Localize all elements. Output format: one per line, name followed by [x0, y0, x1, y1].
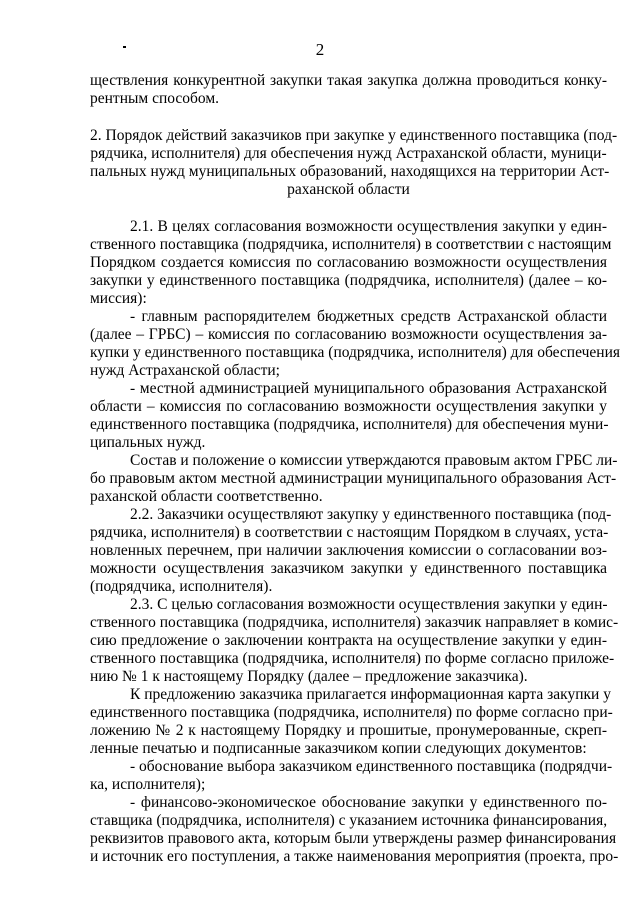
- text-line: - обоснование выбора заказчиком единственного поставщика (подрядчи-: [130, 758, 613, 775]
- text-line: (далее – ГРБС) – комиссия по согласованию возможности осуществления за-: [90, 326, 607, 343]
- text-line: можности осуществления заказчиком закупки у единственного поставщика: [90, 560, 607, 577]
- text-line: купки у единственного поставщика (подрядчика, исполнителя) для обеспечения: [90, 344, 620, 361]
- text-line: области – комиссия по согласованию возможности осуществления закупки у: [90, 398, 607, 415]
- text-line: ложению № 2 к настоящему Порядку и прошитые, пронумерованные, скреп-: [90, 722, 607, 739]
- text-line: рядчика, исполнителя) в соответствии с настоящим Порядком в случаях, уста-: [90, 524, 609, 541]
- text-line: К предложению заказчика прилагается информационная карта закупки у: [130, 686, 611, 703]
- text-line: - финансово-экономическое обоснование закупки у единственного по-: [130, 794, 607, 811]
- text-line: - местной администрацией муниципального образования Астраханской: [130, 380, 607, 397]
- text-line: бо правовым актом местной администрации муниципального образования Аст-: [90, 470, 617, 487]
- text-line: ственного поставщика (подрядчика, исполнителя) в соответствии с настоящим: [90, 236, 612, 253]
- text-line: ципальных нужд.: [90, 434, 206, 451]
- page-number: 2: [315, 40, 325, 59]
- text-line: рядчика, исполнителя) для обеспечения нужд Астраханской области, муници-: [90, 145, 607, 162]
- text-line: ственного поставщика (подрядчика, исполнителя) заказчик направляет в комис-: [90, 614, 619, 631]
- text-line: 2.1. В целях согласования возможности осуществления закупки у един-: [130, 218, 607, 235]
- text-line: сию предложение о заключении контракта на осуществление закупки у един-: [90, 632, 607, 649]
- text-line: Состав и положение о комиссии утверждаются правовым актом ГРБС ли-: [130, 452, 618, 469]
- text-line: ществления конкурентной закупки такая закупка должна проводиться конку-: [90, 72, 607, 89]
- text-line: ставщика (подрядчика, исполнителя) с указанием источника финансирования,: [90, 812, 608, 829]
- text-line: и источник его поступления, а также наименования мероприятия (проекта, про-: [90, 848, 619, 865]
- text-line: - главным распорядителем бюджетных средств Астраханской области: [130, 308, 607, 325]
- text-line: нию № 1 к настоящему Порядку (далее – предложение заказчика).: [90, 668, 528, 685]
- text-line: раханской области: [287, 181, 410, 198]
- text-line: закупки у единственного поставщика (подрядчика, исполнителя) (далее – ко-: [90, 272, 607, 289]
- text-line: 2.2. Заказчики осуществляют закупку у единственного поставщика (под-: [130, 506, 612, 523]
- text-line: раханской области соответственно.: [90, 488, 323, 505]
- text-line: (подрядчика, исполнителя).: [90, 578, 273, 595]
- text-line: единственного поставщика (подрядчика, исполнителя) по форме согласно при-: [90, 704, 613, 721]
- text-line: миссия):: [90, 290, 147, 307]
- text-line: 2.3. С целью согласования возможности осуществления закупки у един-: [130, 596, 608, 613]
- text-line: нужд Астраханской области;: [90, 362, 280, 379]
- text-line: реквизитов правового акта, которым были утверждены размер финансирования: [90, 830, 617, 847]
- text-line: рентным способом.: [90, 90, 220, 107]
- text-line: ка, исполнителя);: [90, 776, 206, 793]
- text-line: ственного поставщика (подрядчика, исполнителя) по форме согласно приложе-: [90, 650, 615, 667]
- text-line: ленные печатью и подписанные заказчиком копии следующих документов:: [90, 740, 587, 757]
- text-line: 2. Порядок действий заказчиков при закупке у единственного поставщика (под-: [90, 127, 618, 144]
- text-line: пальных нужд муниципальных образований, находящихся на территории Аст-: [90, 163, 610, 180]
- text-line: Порядком создается комиссия по согласованию возможности осуществления: [90, 254, 607, 271]
- text-line: единственного поставщика (подрядчика, исполнителя) для обеспечения муни-: [90, 416, 609, 433]
- text-line: новленных перечнем, при наличии заключения комиссии о согласовании воз-: [90, 542, 607, 559]
